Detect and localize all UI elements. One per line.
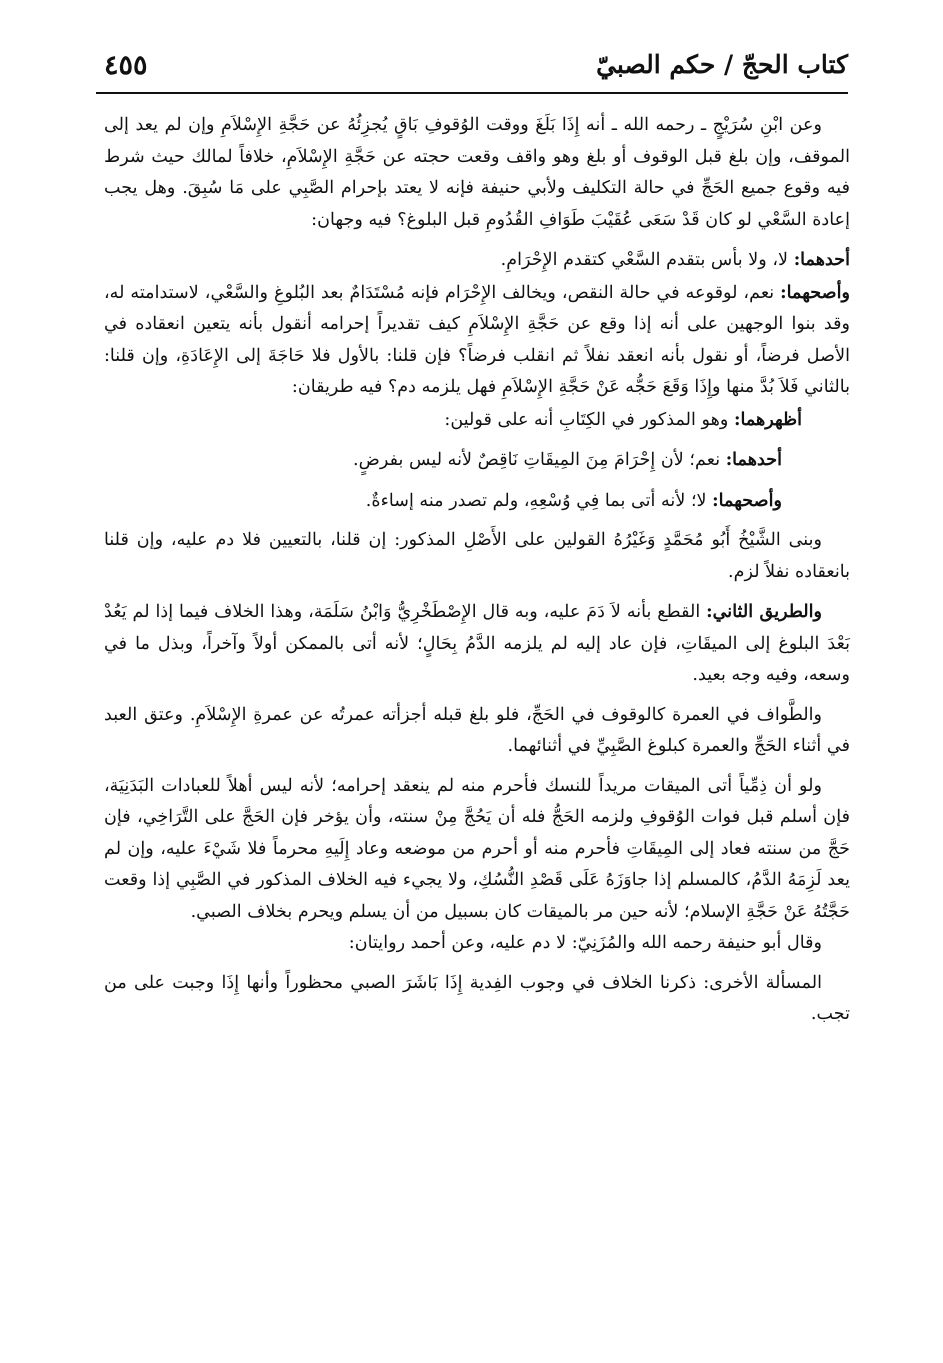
paragraph-lead: أظهرهما: bbox=[733, 408, 802, 430]
page-body bbox=[104, 110, 850, 1031]
paragraph-text: ولو أن ذِمِّياً أتى الميقات مريداً للنسك فأحرم منه لم ينعقد إحرامه؛ لأنه ليس أهلاً للعبادات البَدَنِيَة، فإن أسلم قبل فوات الوُقوفِ ولزمه الحَجُّ فله أن يَحُجَّ مِنْ سنته، وأن يؤخر فإن الحَجَّ على التَّرَاخِي، فإن حَجَّ من سنته فعاد إلى المِيقَاتِ فأحرم منه أو أحرم من موضعه وعاد إِلَيهِ محرماً فلا شَيْءَ عليه، وإن لم يعد لَزِمَهُ الدَّمُ، كالمسلم إذا جاوَزَهُ عَلَى قَصْدِ النُّسُكِ، ولا يجيء فيه الخلاف المذكور في الصَّبِي إذا وقعت حَجَّتُهُ عَنْ حَجَّةِ الإسلام؛ لأنه حين مر بالميقات كان بسبيل من أن يسلم ويحرم بخلاف الصبي. bbox=[104, 775, 850, 922]
paragraph-text: وعن ابْنِ سُرَيْجٍ ـ رحمه الله ـ أنه إِذَا بَلَغَ ووقت الوُقوفِ بَاقٍ يُجزِئُهُ عن حَجَّةِ الإِسْلاَمِ وإن لم يعد إلى الموقف، وإن بلغ قبل الوقوف أو بلغ وهو واقف وقعت حجته عن حَجَّةِ الإِسْلاَمِ، خلافاً لمالك حيث شرط فيه وقوع جميع الحَجِّ في حالة التكليف ولأبي حنيفة فإنه لا يعتد بإحرام الصَّبِي على مَا سُبِقَ. وهل يجب إعادة السَّعْي لو كان قَدْ سَعَى عُقَيْبَ طَوَافِ القُدُومِ قبل البلوغ؟ فيه وجهان: bbox=[104, 115, 850, 230]
paragraph-text: وقال أبو حنيفة رحمه الله والمُزَنِيّ: لا دم عليه، وعن أحمد روايتان: bbox=[348, 933, 822, 953]
paragraph bbox=[104, 928, 850, 960]
paragraph bbox=[104, 277, 850, 404]
header-title: كتاب الحجّ / حكم الصبيّ bbox=[596, 50, 848, 79]
paragraph bbox=[104, 110, 850, 236]
paragraph bbox=[104, 485, 850, 518]
paragraph-text: وهو المذكور في الكِتَابِ أنه على قولين: bbox=[444, 409, 734, 430]
paragraph-lead: وأصحهما: bbox=[712, 489, 782, 511]
paragraph bbox=[104, 771, 850, 929]
paragraph-text: القطع بأنه لاَ دَمَ عليه، وبه قال الإِصْطَخْرِيُّ وَابْنُ سَلَمَة، وهذا الخلاف فيما إذا لم يَعُدْ بَعْدَ البلوغ إلى الميقَاتِ، فإن عاد إليه لم يلزمه الدَّمُ بِحَالٍ؛ لأنه أتى بالممكن أولاً وآخراً، وبذل ما في وسعه، وفيه وجه بعيد. bbox=[104, 602, 850, 685]
page-number: ٤٥٥ bbox=[104, 50, 148, 81]
header-rule bbox=[96, 92, 848, 94]
paragraph bbox=[104, 700, 850, 763]
paragraph bbox=[104, 444, 850, 477]
paragraph-lead: وأصحهما: bbox=[780, 281, 850, 303]
paragraph-lead: أحدهما: bbox=[725, 449, 782, 470]
paragraph-lead: والطريق الثاني: bbox=[706, 601, 822, 622]
paragraph-text: لا، ولا بأس بتقدم السَّعْي كتقدم الإِحْرَامِ. bbox=[500, 250, 794, 270]
paragraph-lead: أحدهما: bbox=[793, 249, 850, 270]
running-header bbox=[96, 46, 848, 88]
paragraph bbox=[104, 968, 850, 1031]
paragraph-text: والطَّواف في العمرة كالوقوف في الحَجِّ، فلو بلغ قبله أجزأته عمرتُه عن عمرةِ الإِسْلاَمِ. وعتق العبد في أثناء الحَجِّ والعمرة كبلوغ الصَّبِيِّ في أثنائهما. bbox=[104, 704, 850, 756]
paragraph-text: نعم؛ لأن إِحْرَامَ مِنَ المِيقَاتِ نَاقِصٌ لأنه ليس بفرضٍ. bbox=[353, 450, 726, 470]
paragraph bbox=[104, 525, 850, 588]
paragraph bbox=[104, 244, 850, 277]
paragraph bbox=[104, 404, 850, 437]
paragraph-text: وبنى الشَّيْخُ أَبُو مُحَمَّدٍ وَغَيْرُهُ القولين على الأَصْلِ المذكور: إن قلنا، بالتعيين فلا دم عليه، وإن قلنا بانعقاده نفلاً لزم. bbox=[104, 530, 850, 582]
paragraph-text: لا؛ لأنه أتى بما فِي وُسْعِهِ، ولم تصدر منه إساءةٌ. bbox=[365, 490, 713, 511]
paragraph bbox=[104, 596, 850, 692]
paragraph-text: نعم، لوقوعه في حالة النقص، ويخالف الإِحْرَام فإنه مُسْتَدَامٌ بعد البُلوغِ والسَّعْي، لاستدامته له، وقد بنوا الوجهين على أنه إذا وقع عن حَجَّةِ الإِسْلاَمِ كيف تقديراً إحرامه أنقول بأنه يتعين انعقاده في الأصل فرضاً، أو نقول بأنه انعقد نفلاً ثم انقلب فرضاً؟ فإن قلنا: بالأول فلا حَاجَةَ إلى الإِعَادَةِ، وإن قلنا: بالثاني فَلاَ بُدَّ منها وإِذَا وَقَعَ حَجُّه عَنْ حَجَّةِ الإِسْلاَمِ فهل يلزمه دم؟ فيه طريقان: bbox=[104, 282, 850, 397]
paragraph-text: المسألة الأخرى: ذكرنا الخلاف في وجوب الفِدية إِذَا بَاشَرَ الصبي محظوراً وأنها إِذَا وجبت على من تجب. bbox=[104, 972, 850, 1024]
